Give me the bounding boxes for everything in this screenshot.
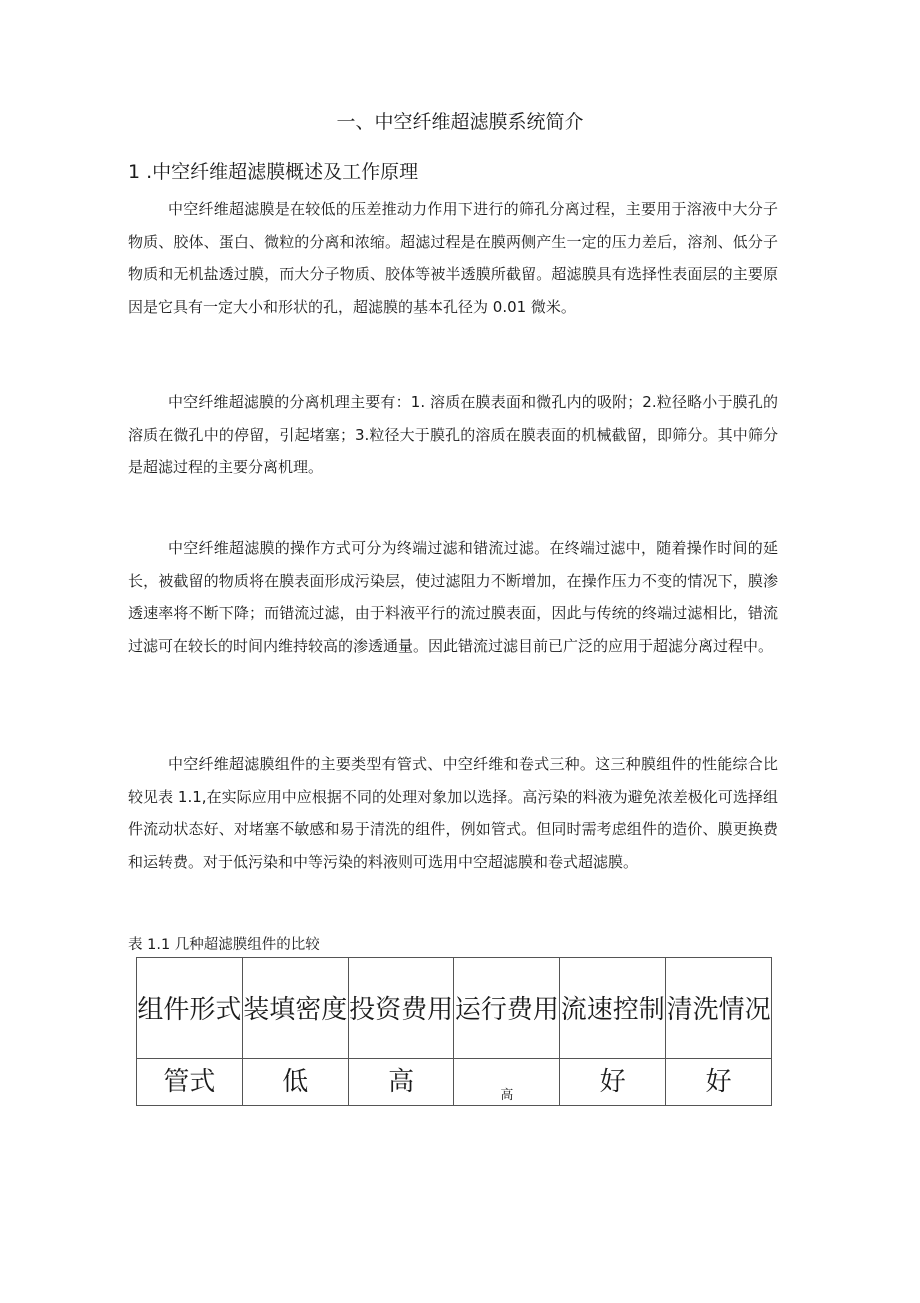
table-row [137,1059,772,1106]
header-cell: 运行费用 [454,958,560,1059]
paragraph-operation: 中空纤维超滤膜的操作方式可分为终端过滤和错流过滤。在终端过滤中，随着操作时间的延长，被截留的物质将在膜表面形成污染层，使过滤阻力不断增加，在操作压力不变的情况下，膜渗透速率将不断下降；而错流过滤，由于料液平行的流过膜表面，因此与传统的终端过滤相比，错流过滤可在较长的时间内维持较高的渗透通量。因此错流过滤目前已广泛的应用于超滤分离过程中。 [128,539,778,655]
header-cell: 清洗情况 [666,958,772,1059]
table-cell: 高 [348,1059,454,1106]
table-cell: 低 [242,1059,348,1106]
table-cell: 好 [560,1059,666,1106]
header-cell: 组件形式 [137,958,243,1059]
header-cell: 投资费用 [348,958,454,1059]
paragraph-mechanism: 中空纤维超滤膜的分离机理主要有：1. 溶质在膜表面和微孔内的吸附；2.粒径略小于膜孔的溶质在微孔中的停留，引起堵塞；3.粒径大于膜孔的溶质在膜表面的机械截留，即筛分。其中筛分是超滤过程的主要分离机理。 [128,393,778,476]
comparison-table [136,957,772,1106]
paragraph-overview: 中空纤维超滤膜是在较低的压差推动力作用下进行的筛孔分离过程，主要用于溶液中大分子物质、胶体、蛋白、微粒的分离和浓缩。超滤过程是在膜两侧产生一定的压力差后，溶剂、低分子物质和无机盐透过膜，而大分子物质、胶体等被半透膜所截留。超滤膜具有选择性表面层的主要原因是它具有一定大小和形状的孔，超滤膜的基本孔径为 0.01 微米。 [128,200,778,316]
header-cell: 装填密度 [242,958,348,1059]
section-heading: 1 .中空纤维超滤膜概述及工作原理 [128,161,419,183]
table-header-row [137,958,772,1059]
table-caption: 表 1.1 几种超滤膜组件的比较 [128,937,320,953]
table-cell: 高 [454,1059,560,1106]
table-cell: 好 [666,1059,772,1106]
document-title: 一、中空纤维超滤膜系统简介 [336,111,584,133]
paragraph-modules: 中空纤维超滤膜组件的主要类型有管式、中空纤维和卷式三种。这三种膜组件的性能综合比较见表 1.1,在实际应用中应根据不同的处理对象加以选择。高污染的料液为避免浓差极化可选择组件流动状态好、对堵塞不敏感和易于清洗的组件，例如管式。但同时需考虑组件的造价、膜更换费和运转费。对于低污染和中等污染的料液则可选用中空超滤膜和卷式超滤膜。 [128,755,778,871]
table-cell: 管式 [137,1059,243,1106]
header-cell: 流速控制 [560,958,666,1059]
